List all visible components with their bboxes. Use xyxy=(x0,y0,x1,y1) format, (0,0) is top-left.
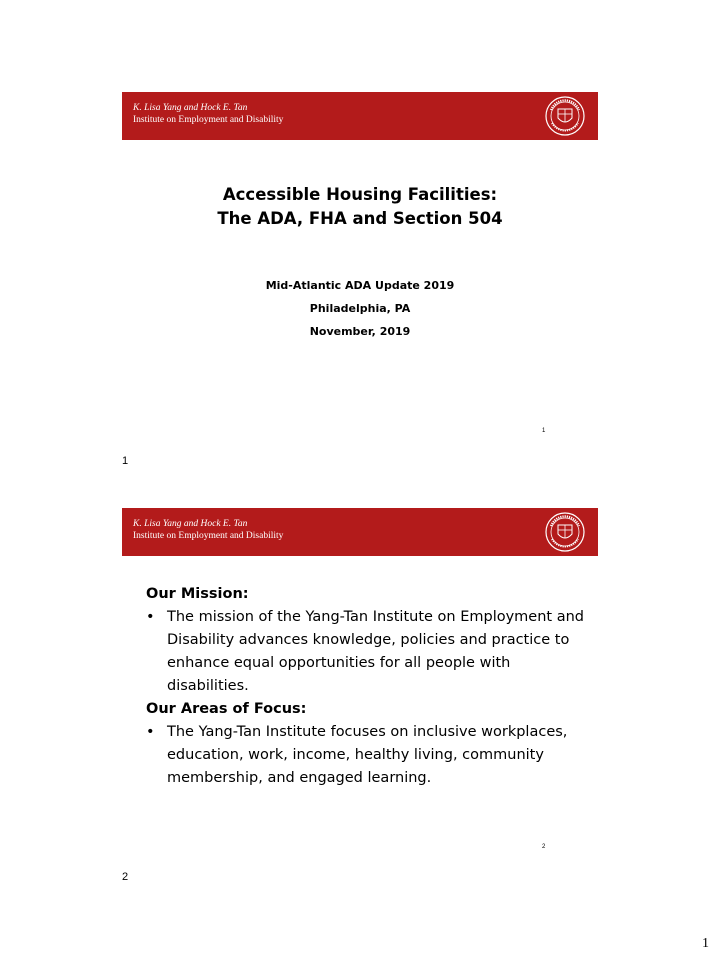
focus-text: The Yang-Tan Institute focuses on inclusive workplaces, education, work, income, healthy living, community membership, and engaged learning. xyxy=(167,724,568,786)
slide-body xyxy=(146,583,586,790)
focus-bullet xyxy=(146,721,586,790)
slide-title-line1: Accessible Housing Facilities: xyxy=(222,185,498,204)
institute-name xyxy=(133,102,283,126)
slide-1 xyxy=(122,92,598,443)
slide-2 xyxy=(122,508,598,859)
bullet-icon: • xyxy=(146,724,155,740)
slide-page-label: 2 xyxy=(122,871,129,883)
page-number: 1 xyxy=(702,936,709,951)
institute-name-line1: K. Lisa Yang and Hock E. Tan xyxy=(133,519,248,529)
mission-text: The mission of the Yang-Tan Institute on Employment and Disability advances knowledge, policies and practice to enhance equal opportunities for all people with disabilities. xyxy=(167,609,584,694)
slide-number: 1 xyxy=(542,428,546,434)
slide-banner xyxy=(122,508,598,556)
mission-bullet xyxy=(146,606,586,698)
slide-title xyxy=(122,183,598,231)
event-name: Mid-Atlantic ADA Update 2019 xyxy=(265,279,455,292)
institute-name xyxy=(133,518,283,542)
slide-subtitle xyxy=(122,274,598,343)
slide-number: 2 xyxy=(542,844,546,850)
institute-name-line1: K. Lisa Yang and Hock E. Tan xyxy=(133,103,248,113)
slide-page-label: 1 xyxy=(122,455,129,467)
slide-banner xyxy=(122,92,598,140)
mission-heading: Our Mission: xyxy=(146,586,249,602)
institute-name-line2: Institute on Employment and Disability xyxy=(133,115,284,125)
focus-heading: Our Areas of Focus: xyxy=(146,701,307,717)
bullet-icon: • xyxy=(146,609,155,625)
cornell-seal-icon xyxy=(545,96,585,136)
event-date: November, 2019 xyxy=(309,325,411,338)
slide-title-line2: The ADA, FHA and Section 504 xyxy=(217,209,503,228)
cornell-seal-icon xyxy=(545,512,585,552)
event-location: Philadelphia, PA xyxy=(309,302,411,315)
institute-name-line2: Institute on Employment and Disability xyxy=(133,531,284,541)
